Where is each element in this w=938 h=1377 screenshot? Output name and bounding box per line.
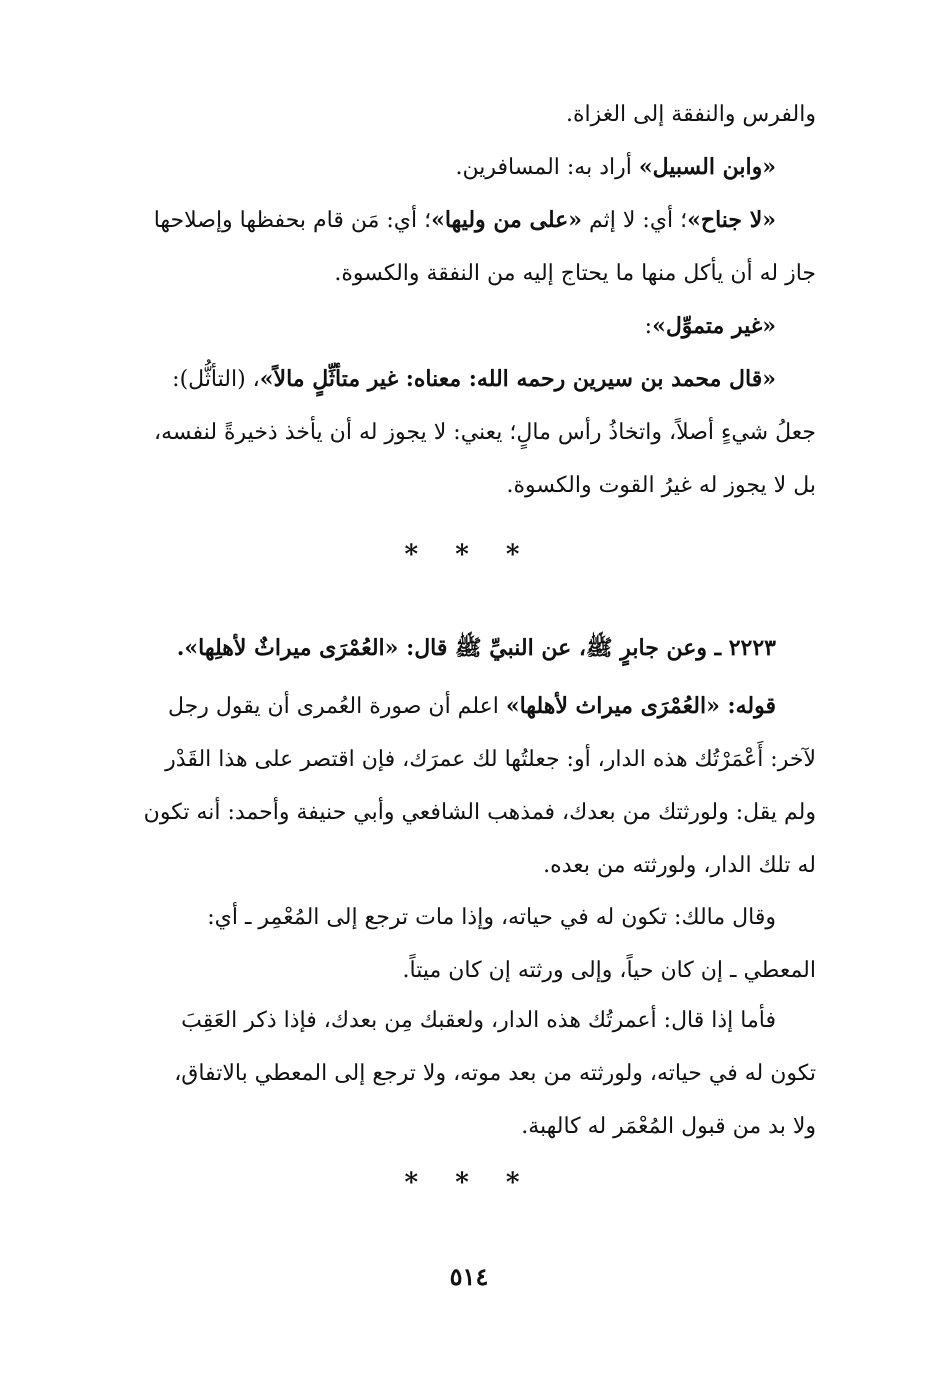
quoted-term: قوله: «العُمْرَى ميراث لأهلها»: [505, 693, 776, 719]
text-line: [104, 353, 816, 406]
quoted-term: «قال محمد بن سيرين رحمه الله: معناه: غير متأثِّلٍ مالاً»: [259, 366, 776, 392]
text-line: لآخر: أَعْمَرْتُك هذه الدار، أو: جعلتُها لك عمرَك، فإن اقتصر على هذا القَدْر: [165, 747, 816, 772]
section-separator: * * *: [404, 1168, 534, 1198]
text-line: ولم يقل: ولورثتك من بعدك، فمذهب الشافعي وأبي حنيفة وأحمد: أنه تكون: [143, 800, 816, 825]
commentary-paragraph-2: [104, 891, 816, 997]
text-line: فأما إذا قال: أعمرتُك هذه الدار، ولعقبك مِن بعدك، فإذا ذكر العَقِبَ: [181, 1008, 776, 1033]
text-line: [104, 194, 816, 247]
commentary-paragraph-1: [104, 680, 816, 892]
explanation-text: اعلم أن صورة العُمرى أن يقول رجل: [168, 694, 506, 719]
hadith-section: [104, 622, 816, 675]
quoted-term: «وابن السبيل»: [638, 154, 776, 180]
explanation-text: ؛ أي: مَن قام بحفظها وإصلاحها: [153, 208, 432, 233]
text-line: له تلك الدار، ولورثته من بعده.: [543, 853, 816, 878]
explanation-text: أراد به: المسافرين.: [455, 155, 639, 180]
section-separator: * * *: [404, 540, 534, 570]
commentary-section-1: [104, 88, 816, 512]
explanation-text: ، (التأثُّل):: [172, 367, 260, 392]
quoted-term: «لا جناح»: [687, 207, 776, 233]
commentary-paragraph-3: [104, 994, 816, 1153]
text-line: وقال مالك: تكون له في حياته، وإذا مات ترجع إلى المُعْمِر ـ أي:: [207, 905, 776, 930]
quoted-term: «غير متموِّل»: [652, 313, 776, 339]
explanation-text: :: [644, 314, 653, 339]
text-line: جاز له أن يأكل منها ما يحتاج إليه من النفقة والكسوة.: [334, 261, 816, 286]
hadith-text: ٢٢٢٣ ـ وعن جابرٍ ﷺ، عن النبيِّ ﷺ قال: «العُمْرَى ميراثٌ لأهلِها».: [176, 635, 776, 661]
quoted-term: «على من وليها»: [431, 207, 582, 233]
page-number: ٥١٤: [449, 1262, 489, 1291]
explanation-text: ؛ أي: لا إثم: [582, 208, 688, 233]
text-line: [104, 300, 816, 353]
text-line: والفرس والنفقة إلى الغزاة.: [565, 102, 816, 127]
text-line: جعلُ شيءٍ أصلاً، واتخاذُ رأس مالٍ؛ يعني: لا يجوز له أن يأخذ ذخيرةً لنفسه،: [154, 420, 816, 445]
text-line: ولا بد من قبول المُعْمَر له كالهبة.: [521, 1114, 816, 1139]
text-line: [104, 141, 816, 194]
text-line: المعطي ـ إن كان حياً، وإلى ورثته إن كان ميتاً.: [402, 958, 816, 983]
text-line: تكون له في حياته، ولورثته من بعد موته، ولا ترجع إلى المعطي بالاتفاق،: [174, 1061, 816, 1086]
text-line: بل لا يجوز له غيرُ القوت والكسوة.: [506, 473, 816, 498]
text-line: [104, 680, 816, 733]
